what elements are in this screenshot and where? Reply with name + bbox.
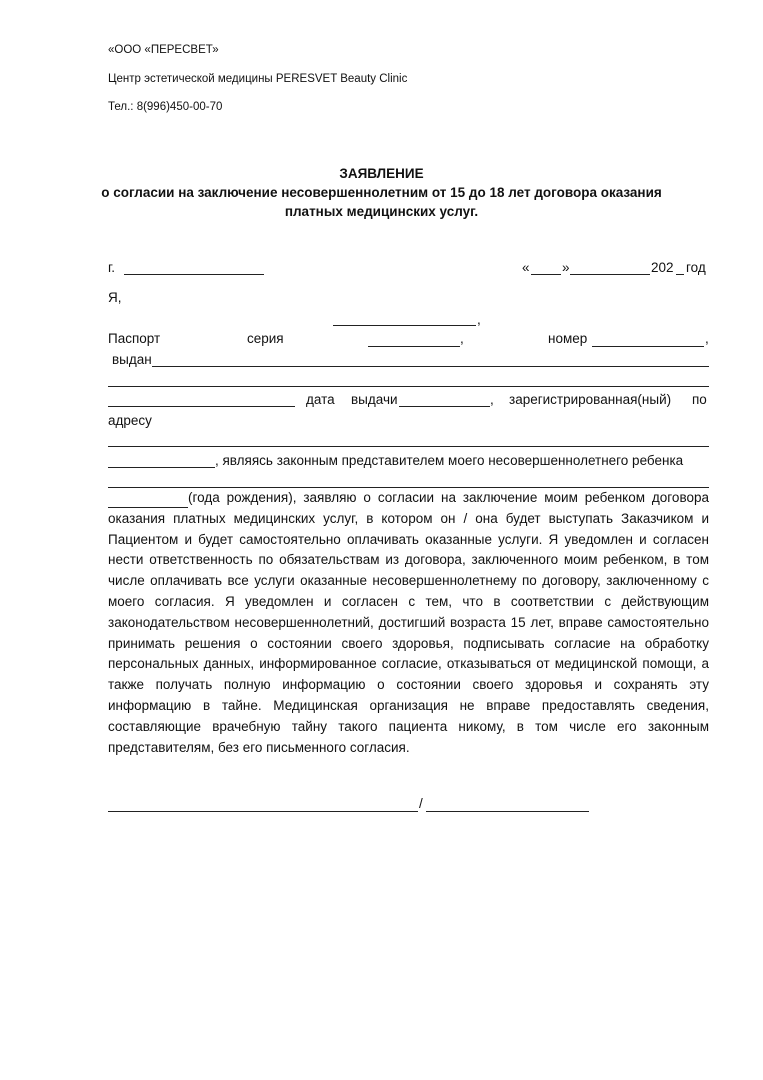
- issued-by-field-line2[interactable]: [108, 386, 709, 387]
- date-open-quote: «: [522, 260, 530, 275]
- address-field[interactable]: [108, 446, 709, 447]
- clinic-name: Центр эстетической медицины PERESVET Beauty Clinic: [108, 73, 408, 85]
- issue-date-label-2: выдачи: [351, 392, 398, 407]
- city-field[interactable]: [124, 274, 264, 275]
- name-comma: ,: [477, 312, 481, 327]
- year-suffix: год: [686, 260, 706, 275]
- issued-by-field-line3[interactable]: [108, 406, 295, 407]
- passport-label: Паспорт: [108, 331, 161, 346]
- i-label: Я,: [108, 290, 122, 305]
- city-label: г.: [108, 260, 116, 275]
- number-comma: ,: [705, 331, 709, 346]
- issued-by-field[interactable]: [152, 366, 709, 367]
- issue-date-comma: ,: [490, 392, 494, 407]
- issue-date-field[interactable]: [399, 406, 490, 407]
- address-field-line2[interactable]: [108, 467, 215, 468]
- document-subtitle-line2: платных медицинских услуг.: [284, 204, 479, 219]
- date-close-quote: »: [562, 260, 570, 275]
- issued-label: выдан: [112, 352, 152, 367]
- address-label: адресу: [108, 413, 152, 428]
- consent-paragraph: (года рождения), заявляю о согласии на заключение моим ребенком договора оказания платных медицинских услуг, в котором он / она будет выступать Заказчиком и Пациентом и будет самостоятельно оплачивать оказанные услуги. Я уведомлен и согласен нести ответственность по обязательствам из договора, заключенного моим ребенком, в том числе оплачивать все услуги оказанные несовершеннолетнему по договору, заключенному с моего согласия. Я уведомлен и согласен с тем, что в соответствии с действующим законодательством несовершеннолетний, достигший возраста 15 лет, вправе самостоятельно принимать решения о состоянии своего здоровья, подписывать согласие на обработку персональных данных, информированное согласие, отказываться от медицинской помощи, а также получать полную информацию о состоянии своего здоровья и сохранять эту информацию в тайне. Медицинская организация не вправе предоставлять сведения, составляющие врачебную тайну такого пациента никому, в том числе его законным представителям, без его письменного согласия.: [108, 490, 709, 755]
- signature-field[interactable]: [108, 811, 418, 812]
- series-comma: ,: [460, 331, 464, 346]
- month-field[interactable]: [570, 274, 650, 275]
- signature-name-field[interactable]: [426, 811, 589, 812]
- registered-label: зарегистрированная(ный): [509, 392, 672, 407]
- issue-date-label: дата: [306, 392, 335, 407]
- year-label: 202: [651, 260, 674, 275]
- series-field[interactable]: [368, 346, 460, 347]
- number-field[interactable]: [592, 346, 704, 347]
- representative-text: , являясь законным представителем моего несовершеннолетнего ребенка: [215, 453, 684, 468]
- year-digit-field[interactable]: [676, 274, 684, 275]
- org-name: «ООО «ПЕРЕСВЕТ»: [108, 44, 219, 56]
- series-label: серия: [247, 331, 284, 346]
- number-label: номер: [548, 331, 588, 346]
- address-po-label: по: [692, 392, 707, 407]
- document-subtitle-line1: о согласии на заключение несовершеннолетним от 15 до 18 лет договора оказания: [101, 185, 662, 200]
- phone-number: Тел.: 8(996)450-00-70: [108, 101, 223, 113]
- document-title: ЗАЯВЛЕНИЕ: [339, 166, 424, 181]
- full-name-field[interactable]: [333, 325, 476, 326]
- day-field[interactable]: [531, 274, 561, 275]
- signature-slash: /: [419, 796, 423, 811]
